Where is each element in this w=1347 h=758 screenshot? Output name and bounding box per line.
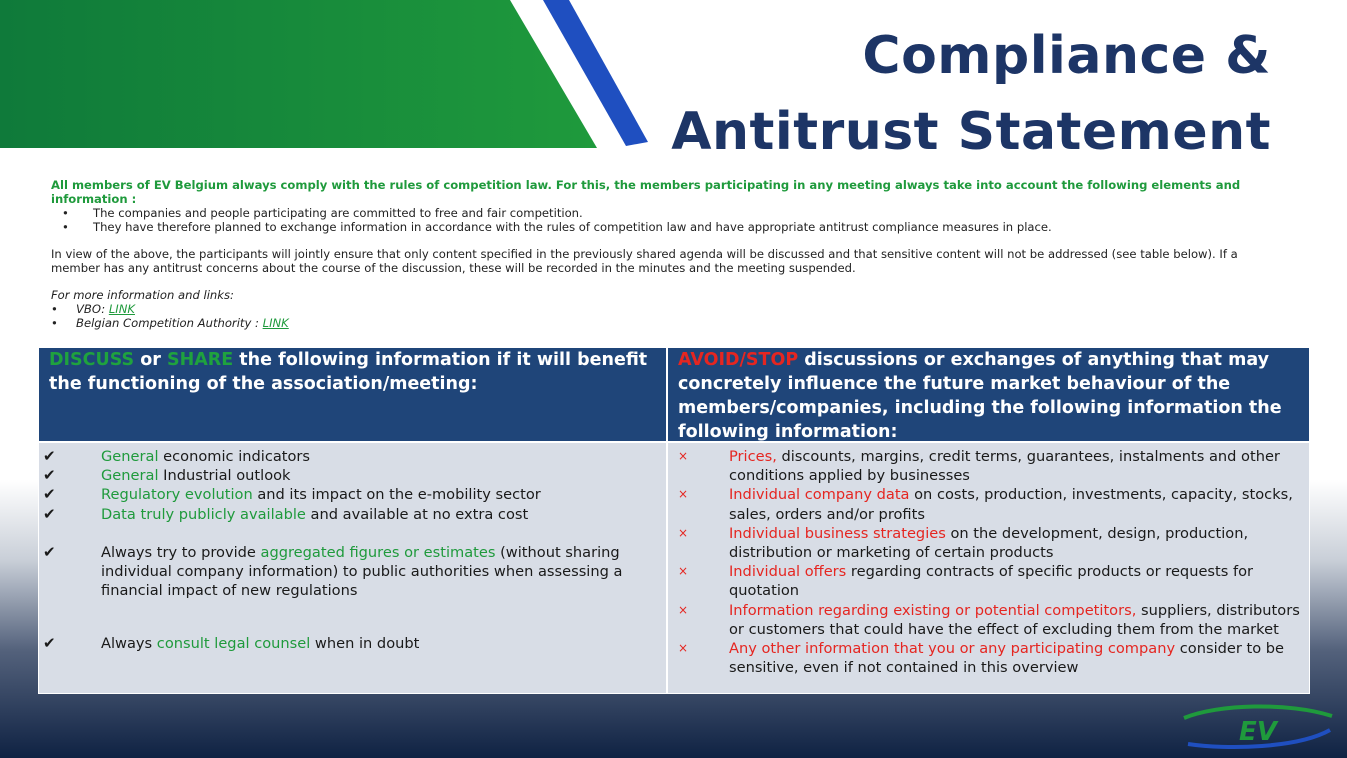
links-list [51,302,1266,330]
item-text: consider to be sensitive, even if not contained in this overview [729,640,1285,677]
checkmark-icon: ✔ [43,504,56,523]
link-item-vbo [51,302,1266,316]
cross-icon: × [678,487,689,502]
list-item [43,634,658,653]
page-title [671,18,1271,170]
item-text: economic indicators [158,448,311,465]
item-text: when in doubt [310,635,420,653]
discuss-word: DISCUSS [49,350,135,370]
share-word: SHARE [166,350,234,370]
highlight-text: aggregated figures or estimates [260,543,496,561]
cross-icon: × [678,564,689,579]
avoid-stop-word: AVOID/STOP [678,350,799,370]
competition-authority-link[interactable]: LINK [262,316,289,330]
list-item [678,562,1301,600]
ev-belgium-logo [1178,700,1338,752]
checkmark-icon: ✔ [43,542,56,561]
highlight-text: Regulatory evolution [101,486,253,504]
item-text: and its impact on the e-mobility sector [252,486,541,504]
list-item [43,543,658,601]
green-band-shape [0,0,597,148]
list-item [678,524,1301,562]
intro-paragraph: In view of the above, the participants will jointly ensure that only content specified in the previously shared agenda will be discussed and that sensitive content will not be addressed (see table below). If a member has any antitrust concerns about the course of the discussion, these will be recorded in the minutes and the meeting suspended. [51,247,1238,275]
item-text: Industrial outlook [158,467,291,485]
cross-icon: × [678,641,689,656]
title-line-2: Antitrust Statement [671,102,1271,162]
highlight-text: Data truly publicly available [101,505,306,523]
cross-icon: × [678,525,689,540]
list-item [43,505,658,524]
title-line-1: Compliance & [862,26,1271,86]
highlight-text: General [101,448,159,465]
checkmark-icon: ✔ [43,466,56,485]
item-text: suppliers, distributors or customers that could have the effect of excluding them from the market [729,601,1300,638]
list-item [678,485,1301,523]
highlight-text: Any other information that you or any participating company [729,640,1176,658]
discuss-header [39,348,666,441]
intro-bullet: • The companies and people participating are committed to free and fair competition. [62,206,1266,220]
item-text: Always try to provide [101,543,261,561]
highlight-text: Information regarding existing or potential competitors, [729,601,1137,619]
list-item [678,601,1301,639]
item-text: discounts, margins, credit terms, guarantees, instalments and other conditions applied by businesses [729,448,1280,485]
checkmark-icon: ✔ [43,485,56,504]
checkmark-icon: ✔ [43,447,56,465]
checkmark-icon: ✔ [43,634,56,653]
item-text: Always [101,635,157,653]
list-item [43,466,658,485]
highlight-text: Prices, [729,448,777,465]
list-item [678,447,1301,485]
intro-lead: All members of EV Belgium always comply with the rules of competition law. For this, the members participating in any meeting always take into account the following elements and information : [51,178,1241,206]
cross-icon: × [678,602,689,617]
header-text: or [134,350,167,370]
list-item [43,485,658,504]
banner-graphic [0,0,660,160]
item-text: on the development, design, production, distribution or marketing of certain products [729,524,1249,562]
item-text: on costs, production, investments, capacity, stocks, sales, orders and/or profits [729,486,1293,523]
cross-icon: × [678,449,689,463]
links-heading: For more information and links: [51,288,234,302]
highlight-text: Individual company data [729,486,910,504]
intro-section [51,178,1266,330]
list-item [678,639,1301,677]
vbo-link[interactable]: LINK [108,302,135,316]
compliance-table [38,347,1310,694]
intro-bullets [51,206,1266,234]
logo-text: EV [1239,717,1277,747]
item-text: and available at no extra cost [305,505,529,523]
highlight-text: Individual offers [729,563,847,581]
highlight-text: Individual business strategies [729,524,946,542]
link-label: Belgian Competition Authority : [76,316,263,330]
header-text: discussions or exchanges of anything that may concretely influence the future market behaviour of the members/companies, including the following information the following information: [678,350,1282,441]
intro-bullet: • They have therefore planned to exchange information in accordance with the rules of competition law and have appropriate antitrust compliance measures in place. [62,220,1266,234]
item-text: regarding contracts of specific products or requests for quotation [729,563,1254,600]
discuss-list [39,443,666,693]
link-item-bca [51,316,1266,330]
highlight-text: consult legal counsel [156,635,311,653]
item-text: (without sharing individual company information) to public authorities when assessing a financial impact of new regulations [101,543,623,600]
highlight-text: General [101,467,159,485]
link-label: VBO: [76,302,109,316]
header-text: the following information if it will benefit the functioning of the association/meeting: [49,350,648,394]
avoid-list [668,443,1309,693]
avoid-header [668,348,1309,441]
list-item [43,447,658,466]
